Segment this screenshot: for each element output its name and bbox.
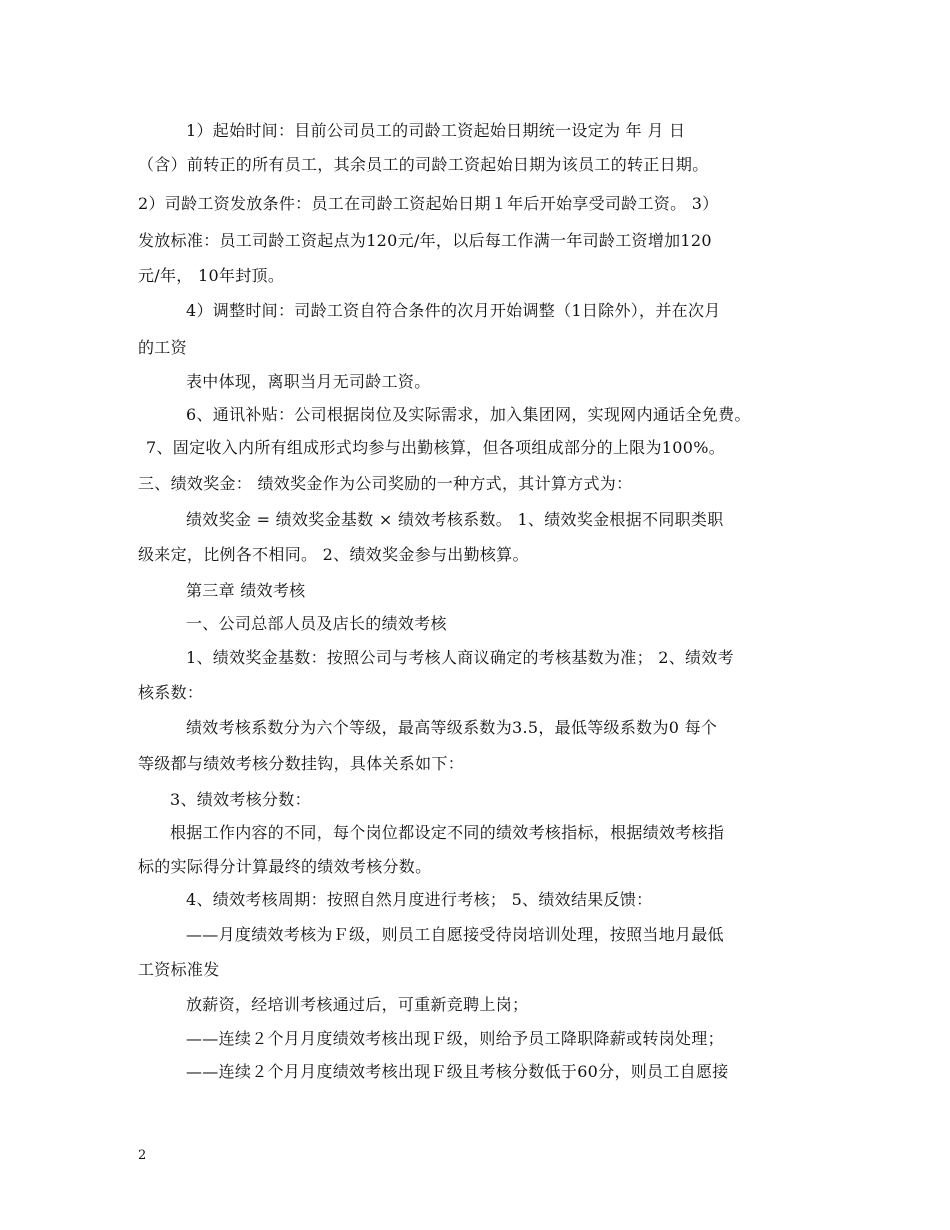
paragraph-line: 4、绩效考核周期：按照自然月度进行考核； 5、绩效结果反馈： xyxy=(186,890,653,909)
paragraph-line: ——连续２个月月度绩效考核出现Ｆ级且考核分数低于60分，则员工自愿接 xyxy=(186,1062,729,1081)
paragraph-line: 等级都与绩效考核分数挂钩，具体关系如下： xyxy=(138,754,465,773)
paragraph-line: 表中体现，离职当月无司龄工资。 xyxy=(186,372,431,391)
page-number: 2 xyxy=(138,1148,147,1163)
paragraph-line: （含）前转正的所有员工，其余员工的司龄工资起始日期为该员工的转正日期。 xyxy=(138,155,709,174)
paragraph-line: 1、绩效奖金基数：按照公司与考核人商议确定的考核基数为准； 2、绩效考 xyxy=(186,648,734,667)
paragraph-line: 绩效考核系数分为六个等级，最高等级系数为3.5，最低等级系数为0 每个 xyxy=(186,718,718,737)
paragraph-line: 2）司龄工资发放条件：员工在司龄工资起始日期１年后开始享受司龄工资。 3） xyxy=(138,194,719,213)
paragraph-line: 7、固定收入内所有组成形式均参与出勤核算，但各项组成部分的上限为100%。 xyxy=(146,438,726,457)
paragraph-line: ——月度绩效考核为Ｆ级，则员工自愿接受待岗培训处理，按照当地月最低 xyxy=(186,925,724,944)
paragraph-line: 工资标准发 xyxy=(138,960,220,979)
paragraph-line: 根据工作内容的不同，每个岗位都设定不同的绩效考核指标，根据绩效考核指 xyxy=(170,823,725,842)
paragraph-line: 放薪资，经培训考核通过后，可重新竞聘上岗； xyxy=(186,995,529,1014)
paragraph-line: 的工资 xyxy=(138,338,187,357)
subsection-heading: 一、公司总部人员及店长的绩效考核 xyxy=(186,614,447,633)
paragraph-line: 元/年， 10年封顶。 xyxy=(138,266,285,285)
paragraph-line: 级来定，比例各不相同。 2、绩效奖金参与出勤核算。 xyxy=(138,545,529,564)
paragraph-line: 发放标准：员工司龄工资起点为120元/年，以后每工作满一年司龄工资增加120 xyxy=(138,231,712,250)
paragraph-line: 标的实际得分计算最终的绩效考核分数。 xyxy=(138,857,432,876)
paragraph-line: 绩效奖金 = 绩效奖金基数 × 绩效考核系数。 1、绩效奖金根据不同职类职 xyxy=(186,510,724,529)
paragraph-line: 6、通讯补贴：公司根据岗位及实际需求，加入集团网，实现网内通话全免费。 xyxy=(186,405,751,424)
paragraph-line: 1）起始时间：目前公司员工的司龄工资起始日期统一设定为 年 月 日 xyxy=(186,121,686,140)
section-heading: 三、绩效奖金： 绩效奖金作为公司奖励的一种方式，其计算方式为： xyxy=(138,474,633,493)
paragraph-line: 3、绩效考核分数： xyxy=(170,790,311,809)
paragraph-line: ——连续２个月月度绩效考核出现Ｆ级，则给予员工降职降薪或转岗处理； xyxy=(186,1029,724,1048)
paragraph-line: 核系数： xyxy=(138,683,204,702)
paragraph-line: 4）调整时间：司龄工资自符合条件的次月开始调整（1日除外），并在次月 xyxy=(186,301,721,320)
chapter-heading: 第三章 绩效考核 xyxy=(186,581,306,600)
